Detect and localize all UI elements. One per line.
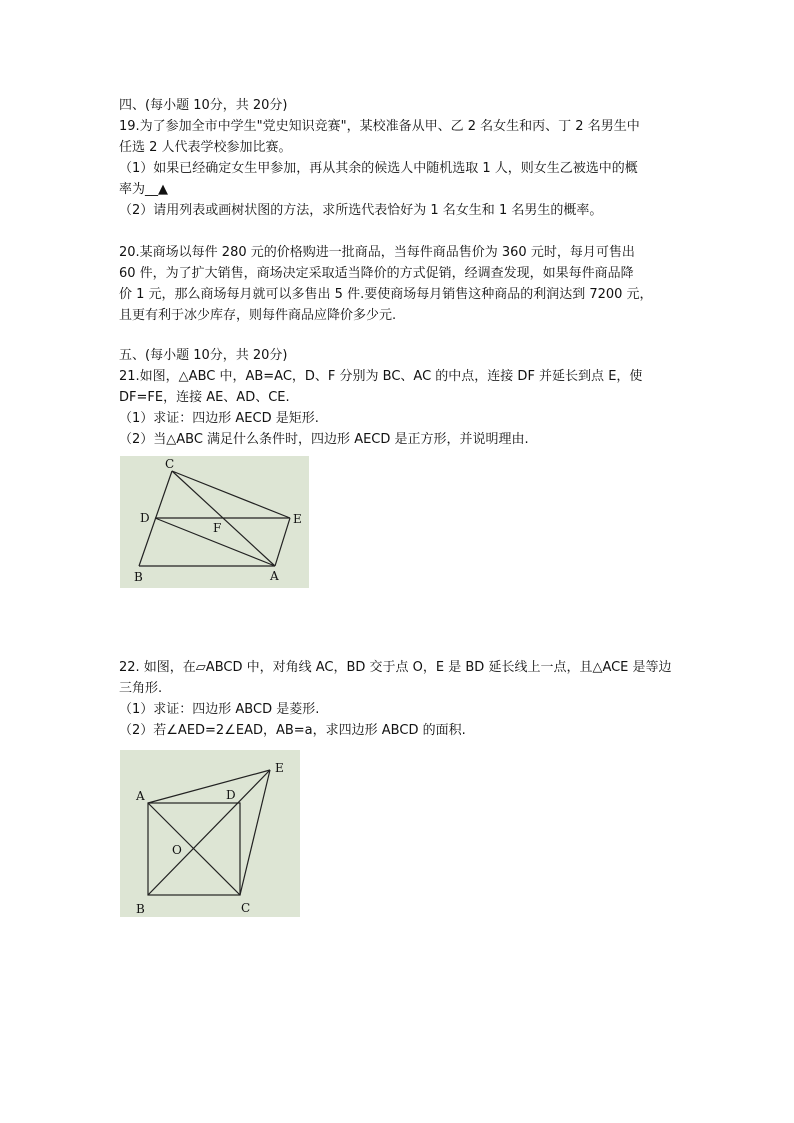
q21-part-1: （1）求证：四边形 AECD 是矩形. bbox=[119, 411, 319, 426]
label-b: B bbox=[134, 570, 143, 584]
label-e: E bbox=[293, 512, 302, 526]
q22-line-1: 22. 如图，在▱ABCD 中，对角线 AC，BD 交于点 O，E 是 BD 延长线上一点，且△ACE 是等边 bbox=[119, 660, 672, 675]
section-5-heading: 五、(每小题 10分，共 20分) bbox=[119, 348, 288, 363]
q21-diagram bbox=[120, 456, 309, 588]
label-a: A bbox=[270, 569, 279, 583]
q19-part-1-line-2: 率为__▲ bbox=[119, 182, 168, 197]
q21-part-2: （2）当△ABC 满足什么条件时，四边形 AECD 是正方形，并说明理由. bbox=[119, 432, 529, 447]
label-o: O bbox=[172, 843, 182, 857]
q20-line-2: 60 件，为了扩大销售，商场决定采取适当降价的方式促销，经调查发现，如果每件商品降 bbox=[119, 266, 634, 281]
label-d: D bbox=[226, 788, 236, 802]
q19-part-1-line-1: （1）如果已经确定女生甲参加，再从其余的候选人中随机选取 1 人，则女生乙被选中的概 bbox=[119, 161, 638, 176]
q19-line-2: 任选 2 人代表学校参加比赛。 bbox=[119, 140, 292, 155]
label-f: F bbox=[213, 521, 222, 535]
q19-line-1: 19.为了参加全市中学生"党史知识竞赛"，某校准备从甲、乙 2 名女生和丙、丁 2 名男生中 bbox=[119, 119, 640, 134]
q21-figure bbox=[120, 456, 309, 588]
label-c: C bbox=[165, 457, 175, 471]
segment-ec bbox=[240, 770, 270, 895]
q22-part-1: （1）求证：四边形 ABCD 是菱形. bbox=[119, 702, 320, 717]
q21-line-1: 21.如图，△ABC 中，AB=AC，D、F 分别为 BC、AC 的中点，连接 DF 并延长到点 E，使 bbox=[119, 369, 643, 384]
q22-figure bbox=[120, 750, 300, 917]
q22-line-2: 三角形. bbox=[119, 681, 163, 696]
label-b: B bbox=[136, 902, 145, 916]
diagonal-be bbox=[148, 770, 270, 895]
q20-line-1: 20.某商场以每件 280 元的价格购进一批商品，当每件商品售价为 360 元时，每月可售出 bbox=[119, 245, 635, 260]
label-e: E bbox=[275, 761, 284, 775]
q20-line-3: 价 1 元，那么商场每月就可以多售出 5 件.要使商场每月销售这种商品的利润达到 7200 元， bbox=[119, 287, 653, 302]
segment-ae bbox=[148, 770, 270, 803]
label-c: C bbox=[241, 901, 251, 915]
segment-ce bbox=[172, 471, 290, 518]
q20-line-4: 且更有利于冰少库存，则每件商品应降价多少元. bbox=[119, 308, 397, 323]
label-a: A bbox=[136, 789, 145, 803]
q22-diagram bbox=[120, 750, 300, 917]
segment-ea bbox=[275, 518, 290, 566]
label-d: D bbox=[140, 511, 150, 525]
q21-line-2: DF=FE，连接 AE、AD、CE. bbox=[119, 390, 290, 405]
q22-part-2: （2）若∠AED=2∠EAD，AB=a，求四边形 ABCD 的面积. bbox=[119, 723, 466, 738]
q19-part-2: （2）请用列表或画树状图的方法，求所选代表恰好为 1 名女生和 1 名男生的概率。 bbox=[119, 203, 603, 218]
section-4-heading: 四、(每小题 10分，共 20分) bbox=[119, 98, 288, 113]
